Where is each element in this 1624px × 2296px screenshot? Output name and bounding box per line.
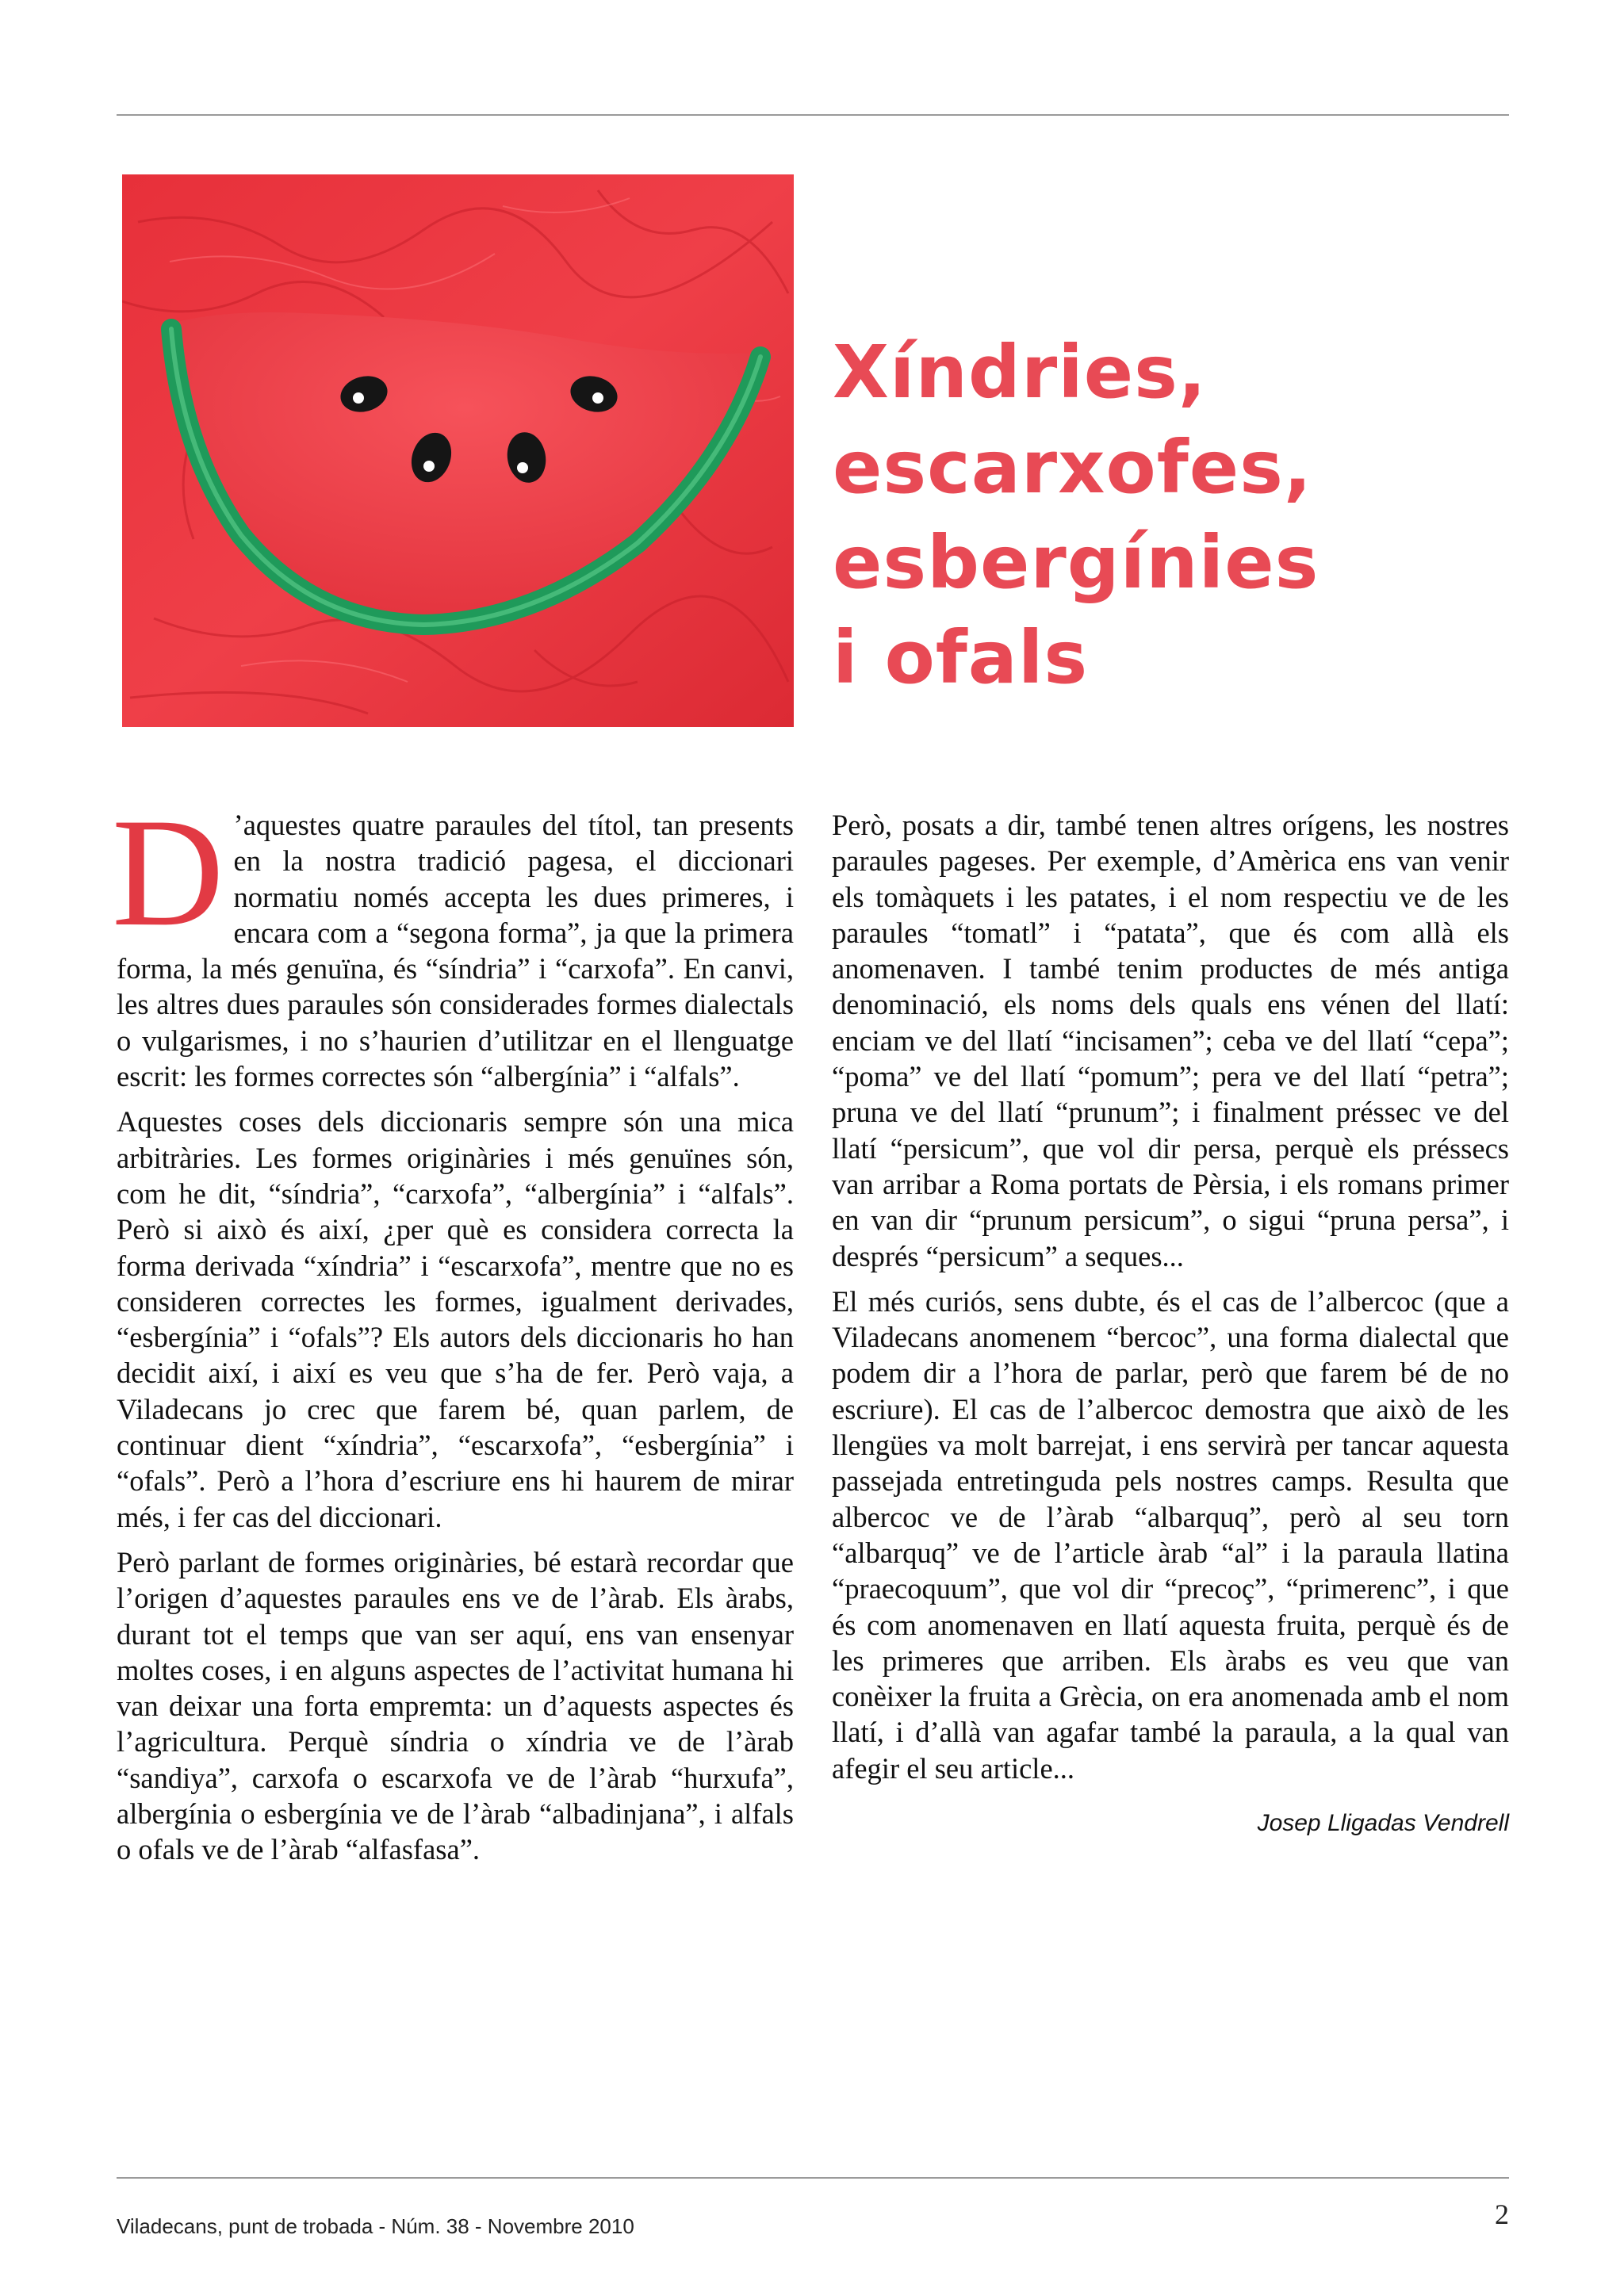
paragraph: Però, posats a dir, també tenen altres orígens, les nostres paraules pageses. Per exemple, d’Amèrica ens van venir els tomàquets i les patates, i el nom respectiu ve de les paraules “tomatl” i “patata”, que és com allà els anomenaven. I també tenim productes de més antiga denominació, els noms dels quals ens vénen del llatí: enciam ve del llatí “incisamen”; ceba ve del llatí “cepa”; “poma” ve del llatí “pomum”; pera ve del llatí “petra”; pruna ve del llatí “prunum”; i finalment préssec ve del llatí “persicum”, que vol dir persa, perquè els préssecs van arribar a Roma portats de Pèrsia, i els romans primer en van dir “prunum persicum”, o sigui “pruna persa”, i després “persicum” a seques... <box>832 809 1509 1272</box>
article-title <box>833 325 1546 706</box>
watermelon-illustration <box>122 174 794 727</box>
article-column-left <box>112 786 794 1877</box>
author-signature: Josep Lligadas Vendrell <box>1257 1810 1509 1837</box>
title-line: i ofals <box>833 615 1089 700</box>
paragraph: El més curiós, sens dubte, és el cas de l’albercoc (que a Viladecans anomenem “bercoc”, una forma dialectal que podem dir a l’hora de parlar, però que farem bé de no escriure). El cas de l’albercoc demostra que això de les llengües va molt barrejat, i ens servirà per tancar aquesta passejada entretinguda pels nostres camps. Resulta que albercoc ve de l’àrab “albarquq”, però al seu torn “albarquq” ve de l’article àrab “al” i la paraula llatina “praecoquum”, que vol dir “precoç”, “primerenc”, i que és com anomenaven en llatí aquesta fruita, perquè és de les primeres que arriben. Els àrabs es veu que van conèixer la fruita a Grècia, on era anomenada amb el nom llatí, i d’allà van agafar també la paraula, a la qual van afegir el seu article... <box>832 1284 1509 1785</box>
paragraph <box>112 786 794 1094</box>
drop-cap: D <box>112 786 224 959</box>
article-column-right <box>832 807 1509 1841</box>
page-number: 2 <box>1495 2198 1509 2230</box>
header-rule <box>117 114 1509 116</box>
title-line: esbergínies <box>833 520 1320 605</box>
publication-footer: Viladecans, punt de trobada - Núm. 38 - Novembre 2010 <box>117 2214 634 2238</box>
paragraph: Però parlant de formes originàries, bé estarà recordar que l’origen d’aquestes paraules ens ve de l’àrab. Els àrabs, durant tot el temps que van ser aquí, ens van ensenyar moltes coses, i en alguns aspectes de l’activitat humana hi van deixar una forta empremta: un d’aquests aspectes és l’agricultura. Perquè síndria o xíndria ve de l’àrab “sandiya”, carxofa o escarxofa ve de l’àrab “hurxufa”, albergínia o esbergínia ve de l’àrab “albadinjana”, i alfals o ofals ve de l’àrab “alfasfasa”. <box>117 1545 794 1866</box>
paragraph-text: ’aquestes quatre paraules del títol, tan presents en la nostra tradició pagesa, el diccionari normatiu només accepta les dues primeres, i encara com a “segona forma”, ja que la primera forma, la més genuïna, és “síndria” i “carxofa”. En canvi, les altres dues paraules són considerades formes dialectals o vulgarismes, i no s’haurien d’utilitzar en el llenguatge escrit: les formes correctes són “albergínia” i “alfals”. <box>117 809 794 1093</box>
paragraph: Aquestes coses dels diccionaris sempre són una mica arbitràries. Les formes originàries i més genuïnes són, com he dit, “síndria”, “carxofa”, “albergínia” i “alfals”. Però si això és així, ¿per què es considera correcta la forma derivada “xíndria” i “escarxofa”, mentre que no es consideren correctes les formes, igualment derivades, “esbergínia” i “ofals”? Els autors dels diccionaris ho han decidit així, i així es veu que s’ha de fer. Però vaja, a Viladecans jo crec que farem bé, quan parlem, de continuar dient “xíndria”, “escarxofa”, “esbergínia” i “ofals”. Però a l’hora d’escriure ens hi haurem de mirar més, i fer cas del diccionari. <box>117 1105 794 1533</box>
footer-rule <box>117 2177 1509 2179</box>
title-line: escarxofes, <box>833 425 1312 510</box>
title-line: Xíndries, <box>833 330 1207 415</box>
